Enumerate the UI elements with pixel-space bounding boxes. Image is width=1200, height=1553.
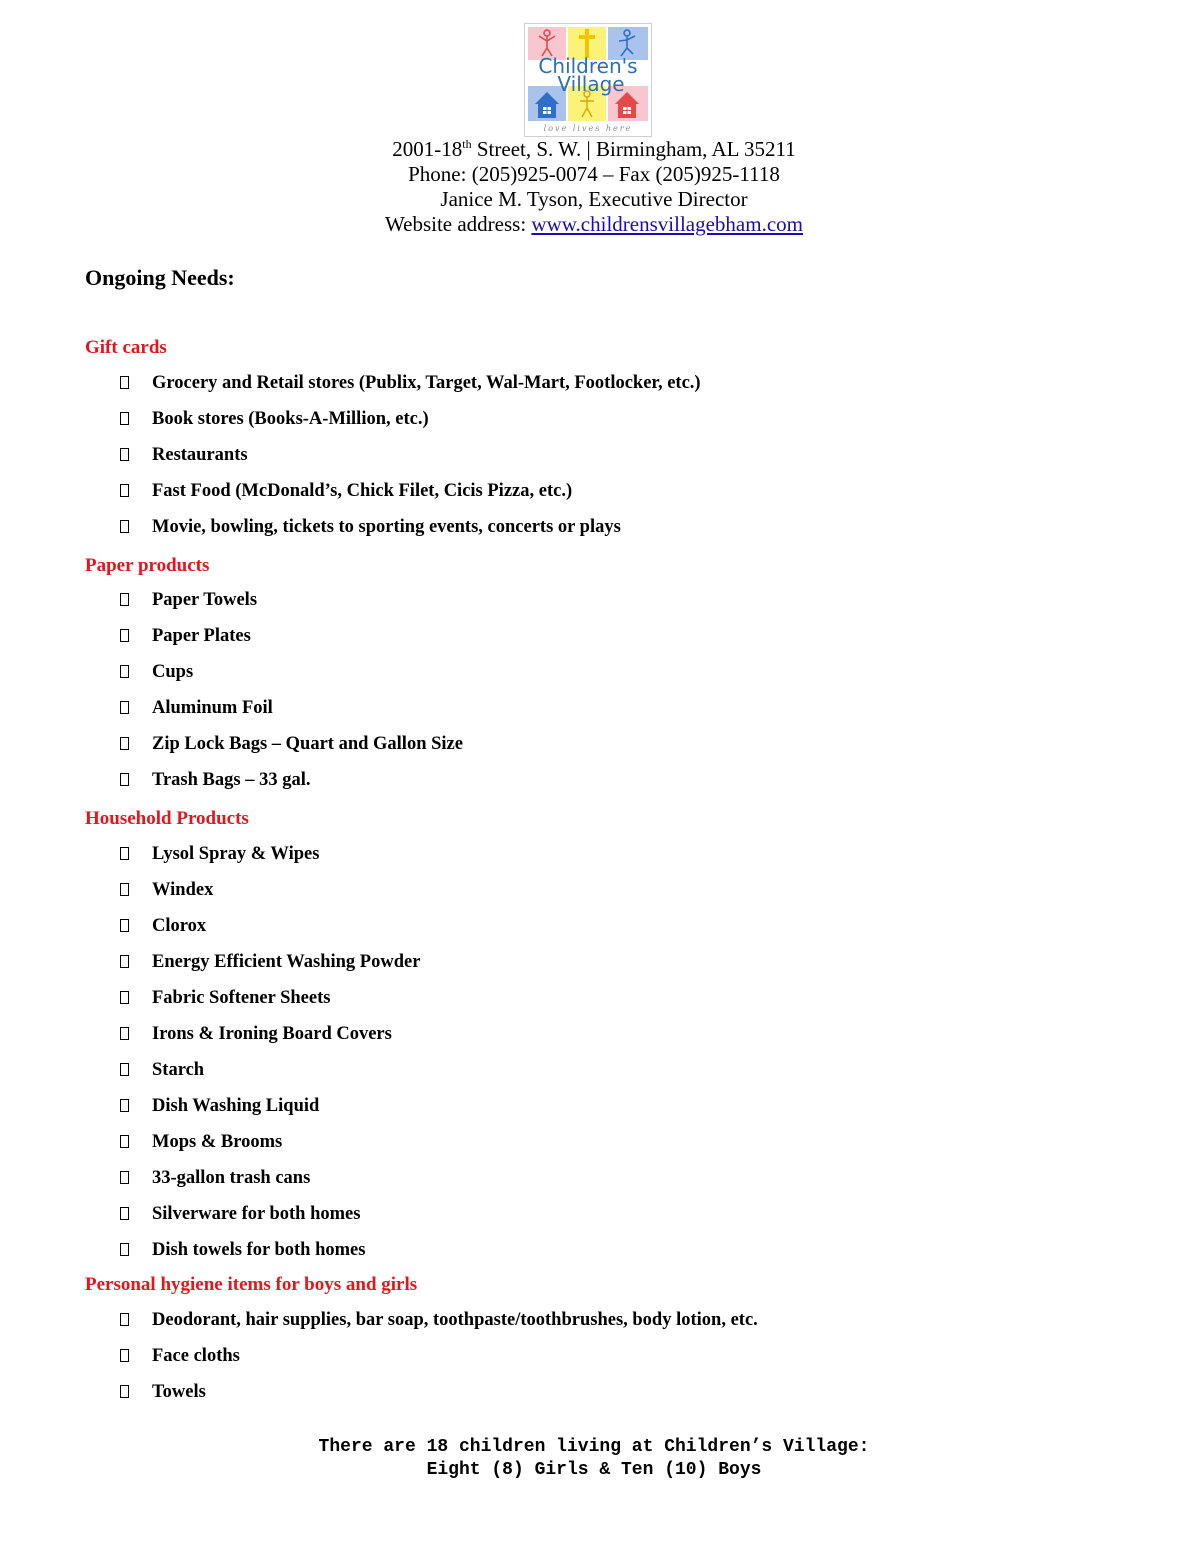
list-item: Aluminum Foil <box>120 698 273 719</box>
logo-line2: Village <box>557 72 625 96</box>
checkbox-icon <box>120 1385 129 1398</box>
ongoing-needs-title: Ongoing Needs: <box>85 265 235 290</box>
checkbox-icon <box>120 484 129 497</box>
checkbox-icon <box>120 629 129 642</box>
footer-line2: Eight (8) Girls & Ten (10) Boys <box>426 1460 762 1480</box>
list-item: Mops & Brooms <box>120 1132 282 1153</box>
children-count-note <box>0 1436 1188 1482</box>
list-item: Grocery and Retail stores (Publix, Target, Wal-Mart, Footlocker, etc.) <box>120 373 701 394</box>
checkbox-icon <box>120 737 129 750</box>
checkbox-icon <box>120 1313 129 1326</box>
list-item: Fast Food (McDonald’s, Chick Filet, Cicis Pizza, etc.) <box>120 481 572 502</box>
list-item: Paper Towels <box>120 590 257 611</box>
list-item: Energy Efficient Washing Powder <box>120 952 420 973</box>
checkbox-icon <box>120 1349 129 1362</box>
checkbox-icon <box>120 1207 129 1220</box>
checkbox-icon <box>120 1099 129 1112</box>
director-line: Janice M. Tyson, Executive Director <box>440 187 748 211</box>
checkbox-icon <box>120 1243 129 1256</box>
list-item: Clorox <box>120 916 206 937</box>
checkbox-icon <box>120 701 129 714</box>
list-item: Book stores (Books-A-Million, etc.) <box>120 409 429 430</box>
checkbox-icon <box>120 955 129 968</box>
list-item: Dish towels for both homes <box>120 1240 365 1261</box>
checkbox-icon <box>120 593 129 606</box>
list-item: Trash Bags – 33 gal. <box>120 770 310 791</box>
checkbox-icon <box>120 448 129 461</box>
list-item: Movie, bowling, tickets to sporting events, concerts or plays <box>120 517 621 538</box>
list-item: Windex <box>120 880 213 901</box>
section-gift-cards-title: Gift cards <box>85 337 167 358</box>
letterhead <box>0 137 1188 237</box>
list-item: Silverware for both homes <box>120 1204 360 1225</box>
checkbox-icon <box>120 1171 129 1184</box>
website-line: Website address: www.childrensvillagebham.com <box>384 212 803 236</box>
checkbox-icon <box>120 883 129 896</box>
checkbox-icon <box>120 991 129 1004</box>
checkbox-icon <box>120 376 129 389</box>
section-paper-products-title: Paper products <box>85 555 210 576</box>
section-hygiene-title: Personal hygiene items for boys and girls <box>85 1274 418 1295</box>
logo-tagline: love lives here <box>543 124 633 133</box>
checkbox-icon <box>120 773 129 786</box>
list-item: Zip Lock Bags – Quart and Gallon Size <box>120 734 463 755</box>
list-item: Irons & Ironing Board Covers <box>120 1024 392 1045</box>
list-item: Dish Washing Liquid <box>120 1096 319 1117</box>
phone-line: Phone: (205)925-0074 – Fax (205)925-1118 <box>408 162 780 186</box>
checkbox-icon <box>120 412 129 425</box>
checkbox-icon <box>120 520 129 533</box>
list-item: Fabric Softener Sheets <box>120 988 330 1009</box>
list-item: Paper Plates <box>120 626 251 647</box>
address-line: 2001-18th Street, S. W. | Birmingham, AL 35211 <box>392 137 796 161</box>
list-item: 33-gallon trash cans <box>120 1168 310 1189</box>
footer-line1: There are 18 children living at Children’s Village: <box>318 1437 870 1457</box>
list-item: Starch <box>120 1060 204 1081</box>
checkbox-icon <box>120 1063 129 1076</box>
list-item: Deodorant, hair supplies, bar soap, toothpaste/toothbrushes, body lotion, etc. <box>120 1310 758 1331</box>
section-household-title: Household Products <box>85 808 249 829</box>
checkbox-icon <box>120 919 129 932</box>
list-item: Towels <box>120 1382 206 1403</box>
childrens-village-logo <box>524 23 652 137</box>
checkbox-icon <box>120 1135 129 1148</box>
logo-line1: Children's <box>538 54 638 78</box>
list-item: Lysol Spray & Wipes <box>120 844 319 865</box>
checkbox-icon <box>120 1027 129 1040</box>
checkbox-icon <box>120 847 129 860</box>
checkbox-icon <box>120 665 129 678</box>
list-item: Restaurants <box>120 445 248 466</box>
website-link[interactable]: www.childrensvillagebham.com <box>531 212 803 236</box>
list-item: Face cloths <box>120 1346 240 1367</box>
list-item: Cups <box>120 662 193 683</box>
